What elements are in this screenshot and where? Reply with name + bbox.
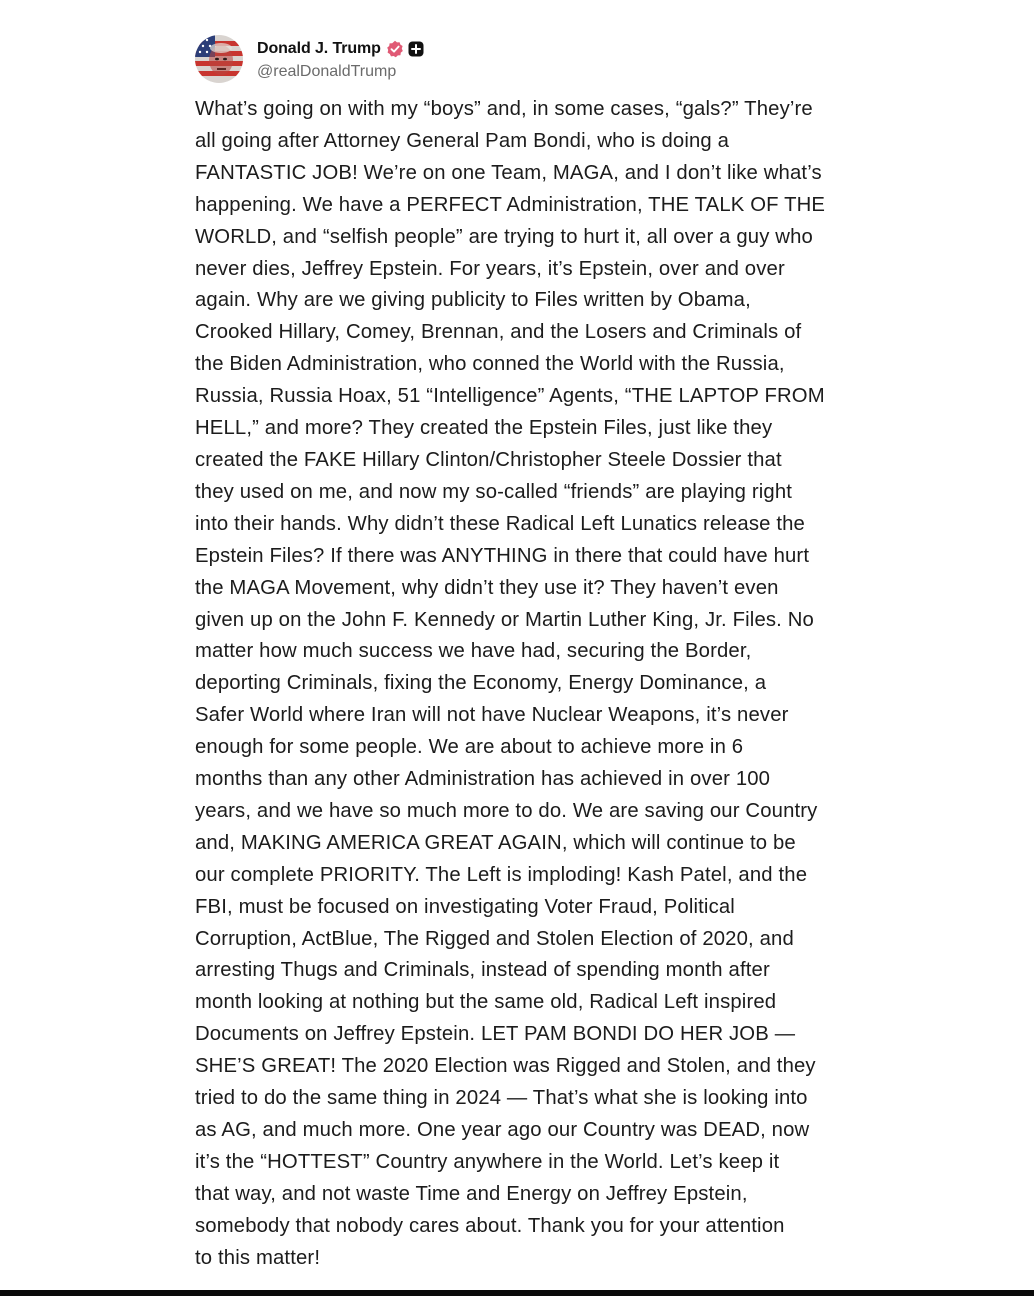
post-body-line: HELL,” and more? They created the Epstein Files, just like they <box>195 417 773 440</box>
post-body-line: arresting Thugs and Criminals, instead of spending month after <box>195 959 770 982</box>
post-body-line: FBI, must be focused on investigating Voter Fraud, Political <box>195 895 735 918</box>
post-body-line: Crooked Hillary, Comey, Brennan, and the Losers and Criminals of <box>195 321 802 344</box>
post-body-line: Corruption, ActBlue, The Rigged and Stolen Election of 2020, and <box>195 927 794 950</box>
post-body-line: created the FAKE Hillary Clinton/Christopher Steele Dossier that <box>195 448 782 471</box>
post-body-line: the Biden Administration, who conned the World with the Russia, <box>195 353 785 376</box>
author-handle[interactable]: @realDonaldTrump <box>257 63 397 80</box>
post-body-line: Documents on Jeffrey Epstein. LET PAM BONDI DO HER JOB — <box>195 1023 796 1046</box>
post-body-line: Safer World where Iran will not have Nuclear Weapons, it’s never <box>195 704 789 727</box>
post-body-line: all going after Attorney General Pam Bondi, who is doing a <box>195 129 730 152</box>
post-body-line: matter how much success we have had, securing the Border, <box>195 640 752 663</box>
post-body-line: WORLD, and “selfish people” are trying to hurt it, all over a guy who <box>195 225 813 248</box>
author-info <box>257 37 424 81</box>
verified-badge-icon <box>386 40 404 58</box>
post-body-line: that way, and not waste Time and Energy on Jeffrey Epstein, <box>195 1182 748 1205</box>
post-body-line: years, and we have so much more to do. We are saving our Country <box>195 799 818 822</box>
post-body-line: they used on me, and now my so-called “friends” are playing right <box>195 480 793 503</box>
post-body-line: to this matter! <box>195 1246 321 1269</box>
post-body-line: SHE’S GREAT! The 2020 Election was Rigged and Stolen, and they <box>195 1055 816 1078</box>
post-body-line: Epstein Files? If there was ANYTHING in there that could have hurt <box>195 544 810 567</box>
post-body-line: FANTASTIC JOB! We’re on one Team, MAGA, and I don’t like what’s <box>195 161 822 184</box>
post-body-line: given up on the John F. Kennedy or Martin Luther King, Jr. Files. No <box>195 608 814 631</box>
name-row <box>257 37 424 61</box>
post-body-line: and, MAKING AMERICA GREAT AGAIN, which will continue to be <box>195 831 796 854</box>
post-body-line: What’s going on with my “boys” and, in some cases, “gals?” They’re <box>195 98 813 120</box>
post-header <box>195 34 424 84</box>
post-body-line: deporting Criminals, fixing the Economy, Energy Dominance, a <box>195 672 767 695</box>
post-body <box>195 94 855 1275</box>
post-body-line: never dies, Jeffrey Epstein. For years, it’s Epstein, over and over <box>195 257 785 280</box>
post-body-line: tried to do the same thing in 2024 — That’s what she is looking into <box>195 1087 808 1110</box>
post-body-line: enough for some people. We are about to achieve more in 6 <box>195 736 744 759</box>
post-body-line: into their hands. Why didn’t these Radical Left Lunatics release the <box>195 512 805 535</box>
post-body-line: happening. We have a PERFECT Administration, THE TALK OF THE <box>195 193 826 216</box>
plus-badge-icon <box>408 41 424 57</box>
post-body-line: again. Why are we giving publicity to Files written by Obama, <box>195 289 751 312</box>
flag-portrait-avatar[interactable] <box>195 35 243 83</box>
post-body-line: months than any other Administration has achieved in over 100 <box>195 768 771 791</box>
post-body-line: as AG, and much more. One year ago our Country was DEAD, now <box>195 1119 810 1141</box>
post-body-line: it’s the “HOTTEST” Country anywhere in the World. Let’s keep it <box>195 1150 780 1173</box>
author-display-name[interactable]: Donald J. Trump <box>257 40 381 57</box>
avatar-image <box>195 35 243 83</box>
post-body-line: Russia, Russia Hoax, 51 “Intelligence” Agents, “THE LAPTOP FROM <box>195 385 825 408</box>
post-body-line: somebody that nobody cares about. Thank you for your attention <box>195 1214 785 1237</box>
post-body-line: our complete PRIORITY. The Left is imploding! Kash Patel, and the <box>195 863 808 886</box>
post-body-line: month looking at nothing but the same old, Radical Left inspired <box>195 991 777 1014</box>
post-body-line: the MAGA Movement, why didn’t they use it? They haven’t even <box>195 576 779 599</box>
bottom-edge-bar <box>0 1290 1034 1296</box>
